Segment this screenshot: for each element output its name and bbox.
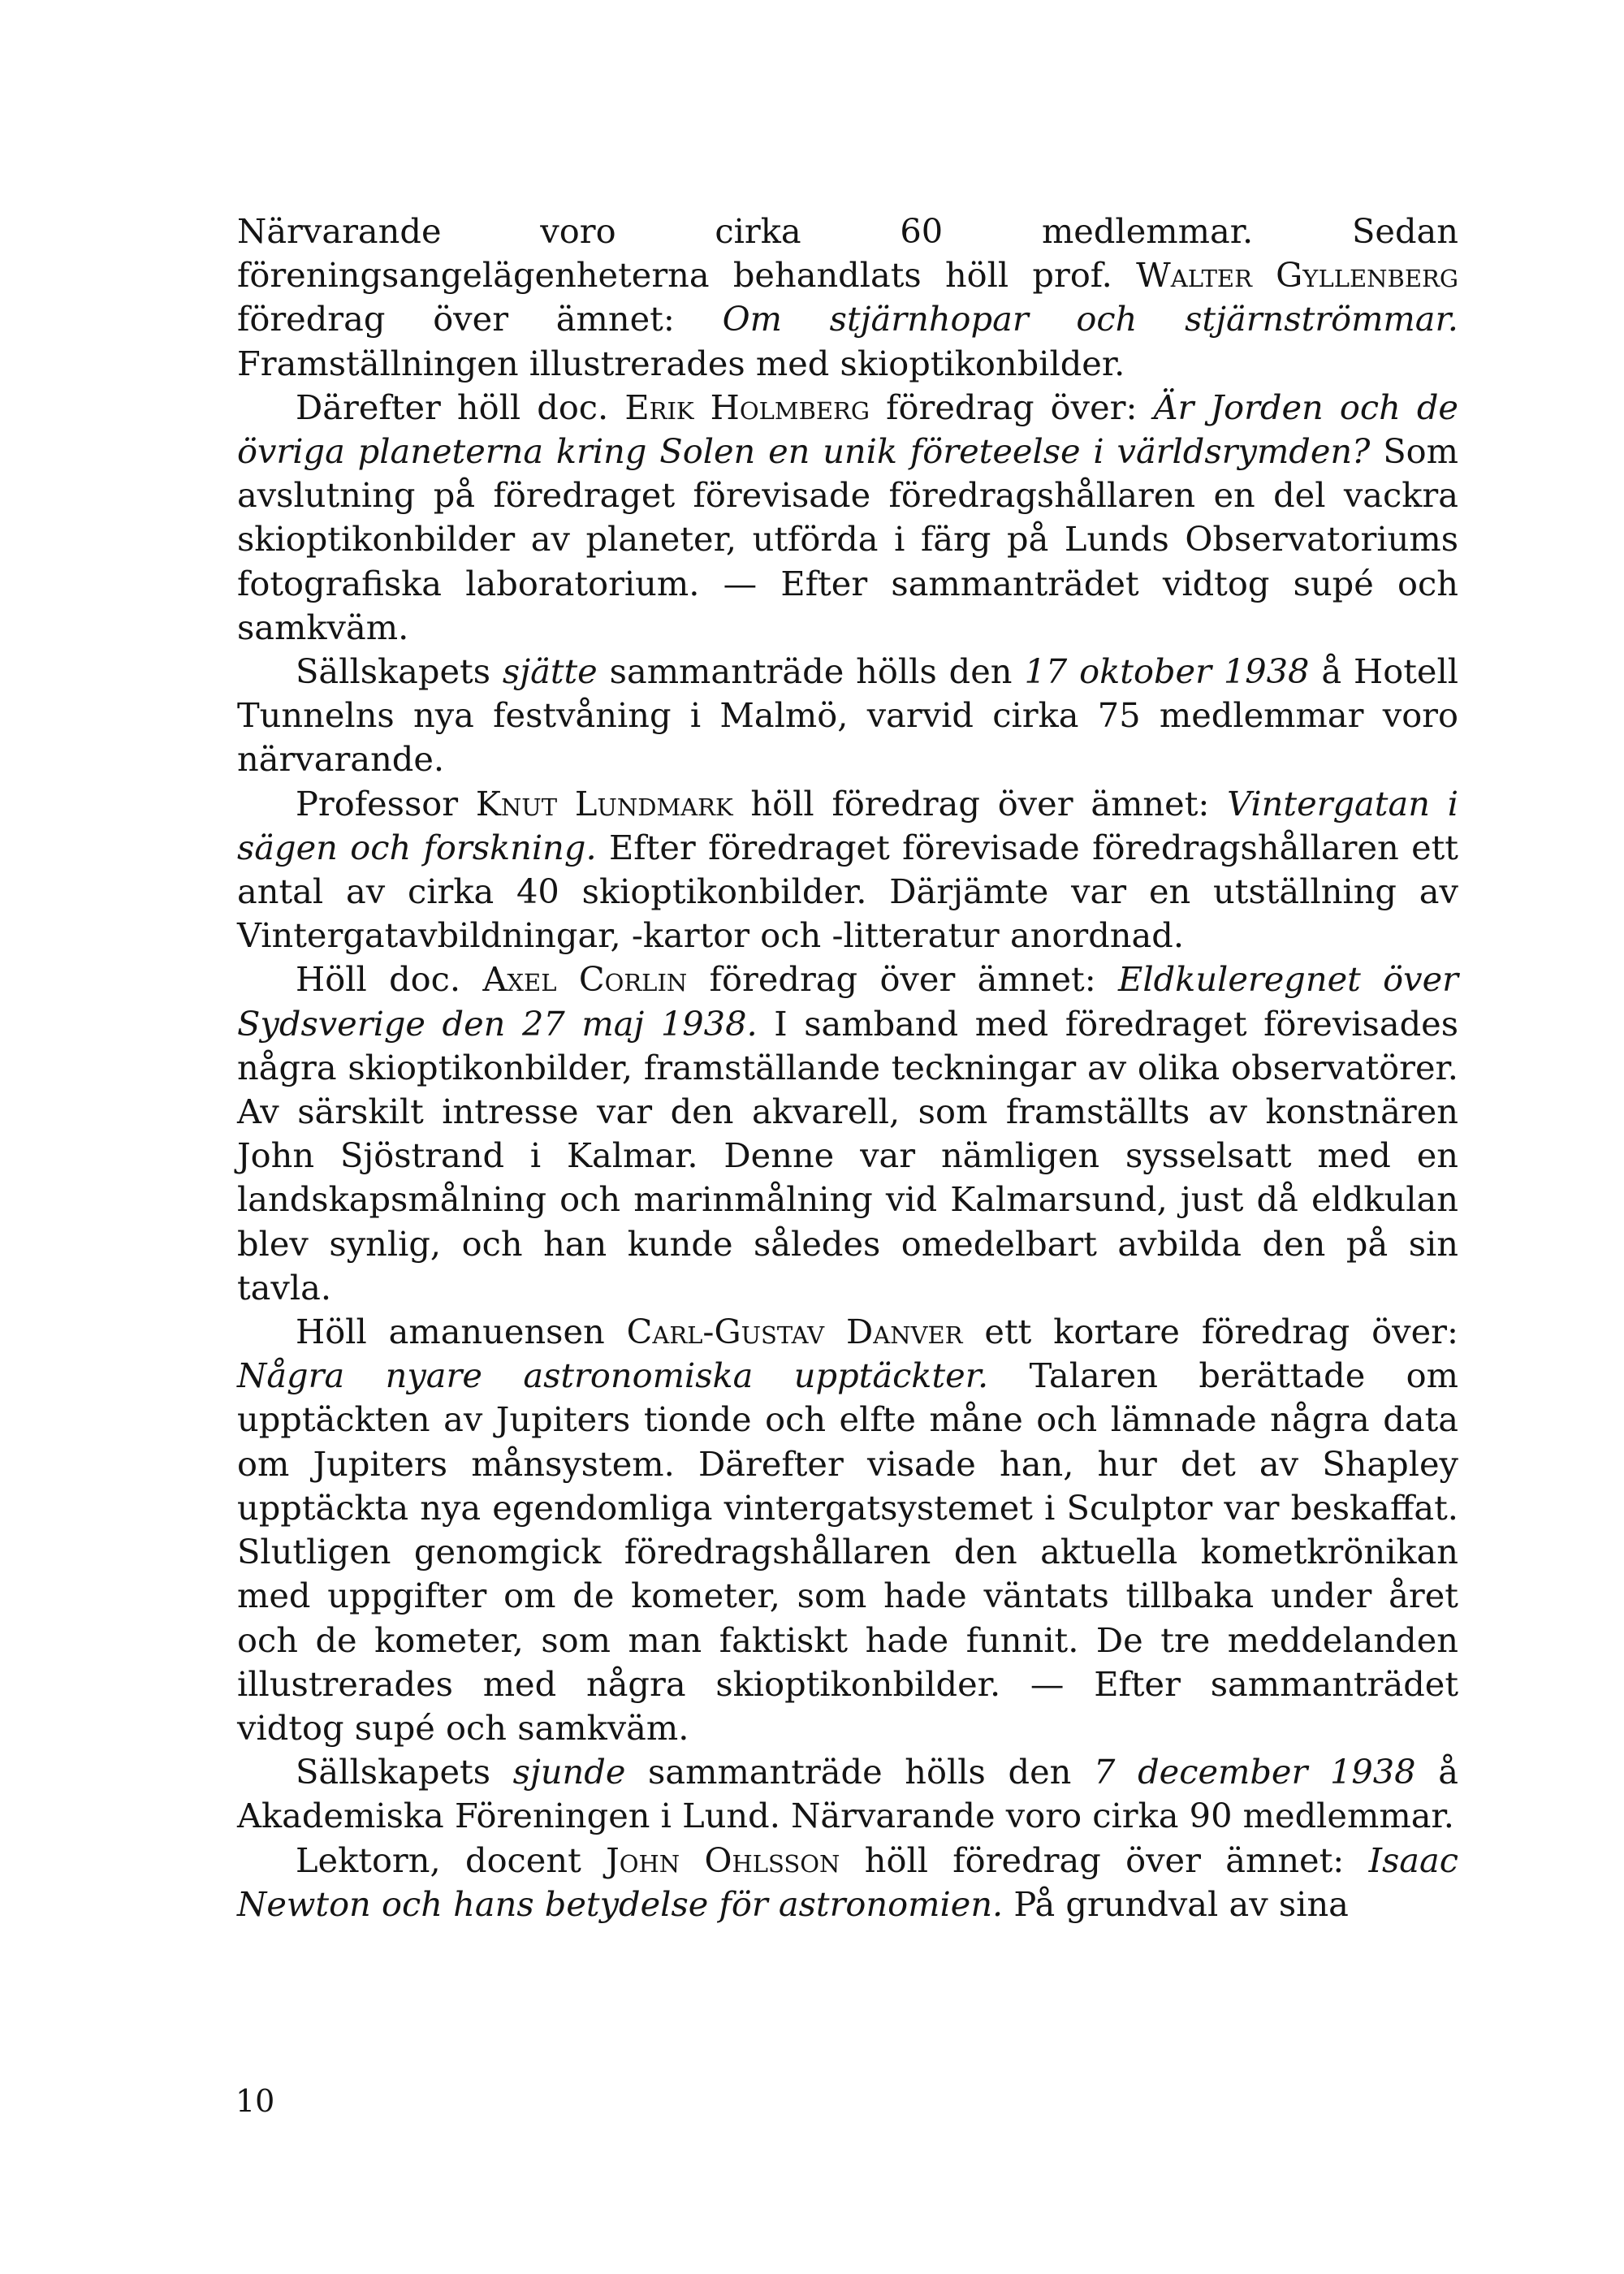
text-run: höll föredrag över ämnet:: [840, 1840, 1369, 1880]
text-run: föredrag över:: [870, 387, 1154, 427]
meeting-date: 17 oktober 1938: [1024, 651, 1310, 692]
body-text: [237, 210, 1458, 1926]
meeting-date: 7 december 1938: [1094, 1752, 1416, 1792]
text-run: föredrag över ämnet:: [237, 299, 723, 339]
text-run: Därefter höll doc.: [296, 387, 625, 427]
lecture-title: Vintergatan i sägen och forskning.: [237, 783, 1458, 867]
text-run: Sällskapets: [296, 651, 503, 692]
person-name: Walter Gyllenberg: [1136, 255, 1458, 296]
person-name: Erik Holmberg: [624, 387, 870, 427]
lecture-title: Om stjärnhopar och stjärnströmmar.: [722, 299, 1458, 339]
person-name: Carl-Gustav Danver: [626, 1312, 963, 1352]
text-run: å Hotell Tunnelns nya festvåning i Malmö, varvid cirka 75 medlemmar voro närvarande.: [237, 651, 1458, 780]
text-run: Talaren berättade om upptäckten av Jupiters tionde och elfte måne och lämnade några data om Jupiters månsystem. Därefter visade han, hur det av Shapley upptäckta nya egendomliga vintergatsystemet i Sculptor var beskaffat. Slutligen genomgick föredragshållaren den aktuella kometkrönikan med uppgifter om de kometer, som hade väntats tillbaka under året och de kometer, som man faktiskt hade funnit. De tre meddelanden illustrerades med några skioptikonbilder. — Efter sammanträdet vidtog supé och samkväm.: [237, 1355, 1458, 1748]
meeting-ordinal: sjunde: [512, 1752, 626, 1792]
text-run: Efter föredraget förevisade föredragshållaren ett antal av cirka 40 skioptikonbilder. Därjämte var en utställning av Vintergatavbildningar, -kartor och -litteratur anordnad.: [237, 827, 1458, 956]
text-run: höll föredrag över ämnet:: [732, 783, 1228, 824]
text-run: Professor: [296, 783, 476, 824]
paragraph: [237, 386, 1458, 650]
text-run: Höll doc.: [296, 959, 483, 1000]
paragraph: [237, 782, 1458, 958]
person-name: Axel Corlin: [482, 959, 688, 1000]
paragraph: [237, 1310, 1458, 1750]
text-run: sammanträde hölls den: [625, 1752, 1095, 1792]
text-run: Som avslutning på föredraget förevisade föredragshållaren en del vackra skioptikonbilder av planeter, utförda i färg på Lunds Observatoriums fotografiska laboratorium. — Efter sammanträdet vidtog supé och samkväm.: [237, 431, 1458, 647]
person-name: John Ohlsson: [606, 1840, 840, 1880]
text-run: föredrag över ämnet:: [687, 959, 1119, 1000]
text-run: I samband med föredraget förevisades några skioptikonbilder, framställande teckningar av olika observatörer. Av särskilt intresse var den akvarell, som framställts av konstnären John Sjöstrand i Kalmar. Denne var nämligen sysselsatt med en landskapsmålning och marinmålning vid Kalmarsund, just då eldkulan blev synlig, och han kunde således omedelbart avbilda den på sin tavla.: [237, 1003, 1458, 1308]
paragraph: [237, 1750, 1458, 1838]
text-run: ett kortare föredrag över:: [962, 1312, 1458, 1352]
text-run: Lektorn, docent: [296, 1840, 607, 1880]
text-run: Sällskapets: [296, 1752, 513, 1792]
paragraph: [237, 210, 1458, 386]
text-run: å Akademiska Föreningen i Lund. Närvarande voro cirka 90 medlemmar.: [237, 1752, 1458, 1836]
paragraph: [237, 650, 1458, 782]
lecture-title: Eldkuleregnet över Sydsverige den 27 maj 1938.: [237, 959, 1458, 1044]
text-run: Framställningen illustrerades med skioptikonbilder.: [237, 343, 1125, 383]
text-run: Närvarande voro cirka 60 medlemmar. Sedan föreningsangelägenheterna behandlats höll prof.: [237, 211, 1458, 296]
meeting-ordinal: sjätte: [502, 651, 598, 692]
lecture-title: Är Jorden och de övriga planeterna kring Solen en unik företeelse i världsrymden?: [237, 387, 1458, 472]
lecture-title: Isaac Newton och hans betydelse för astronomien.: [237, 1840, 1458, 1924]
paragraph: [237, 958, 1458, 1310]
text-run: På grundval av sina: [1003, 1883, 1349, 1924]
text-run: sammanträde hölls den: [597, 651, 1025, 692]
page-number: 10: [235, 2083, 275, 2119]
paragraph: [237, 1839, 1458, 1926]
text-run: Höll amanuensen: [296, 1312, 627, 1352]
lecture-title: Några nyare astronomiska upptäckter.: [237, 1355, 989, 1396]
person-name: Knut Lundmark: [475, 783, 733, 824]
